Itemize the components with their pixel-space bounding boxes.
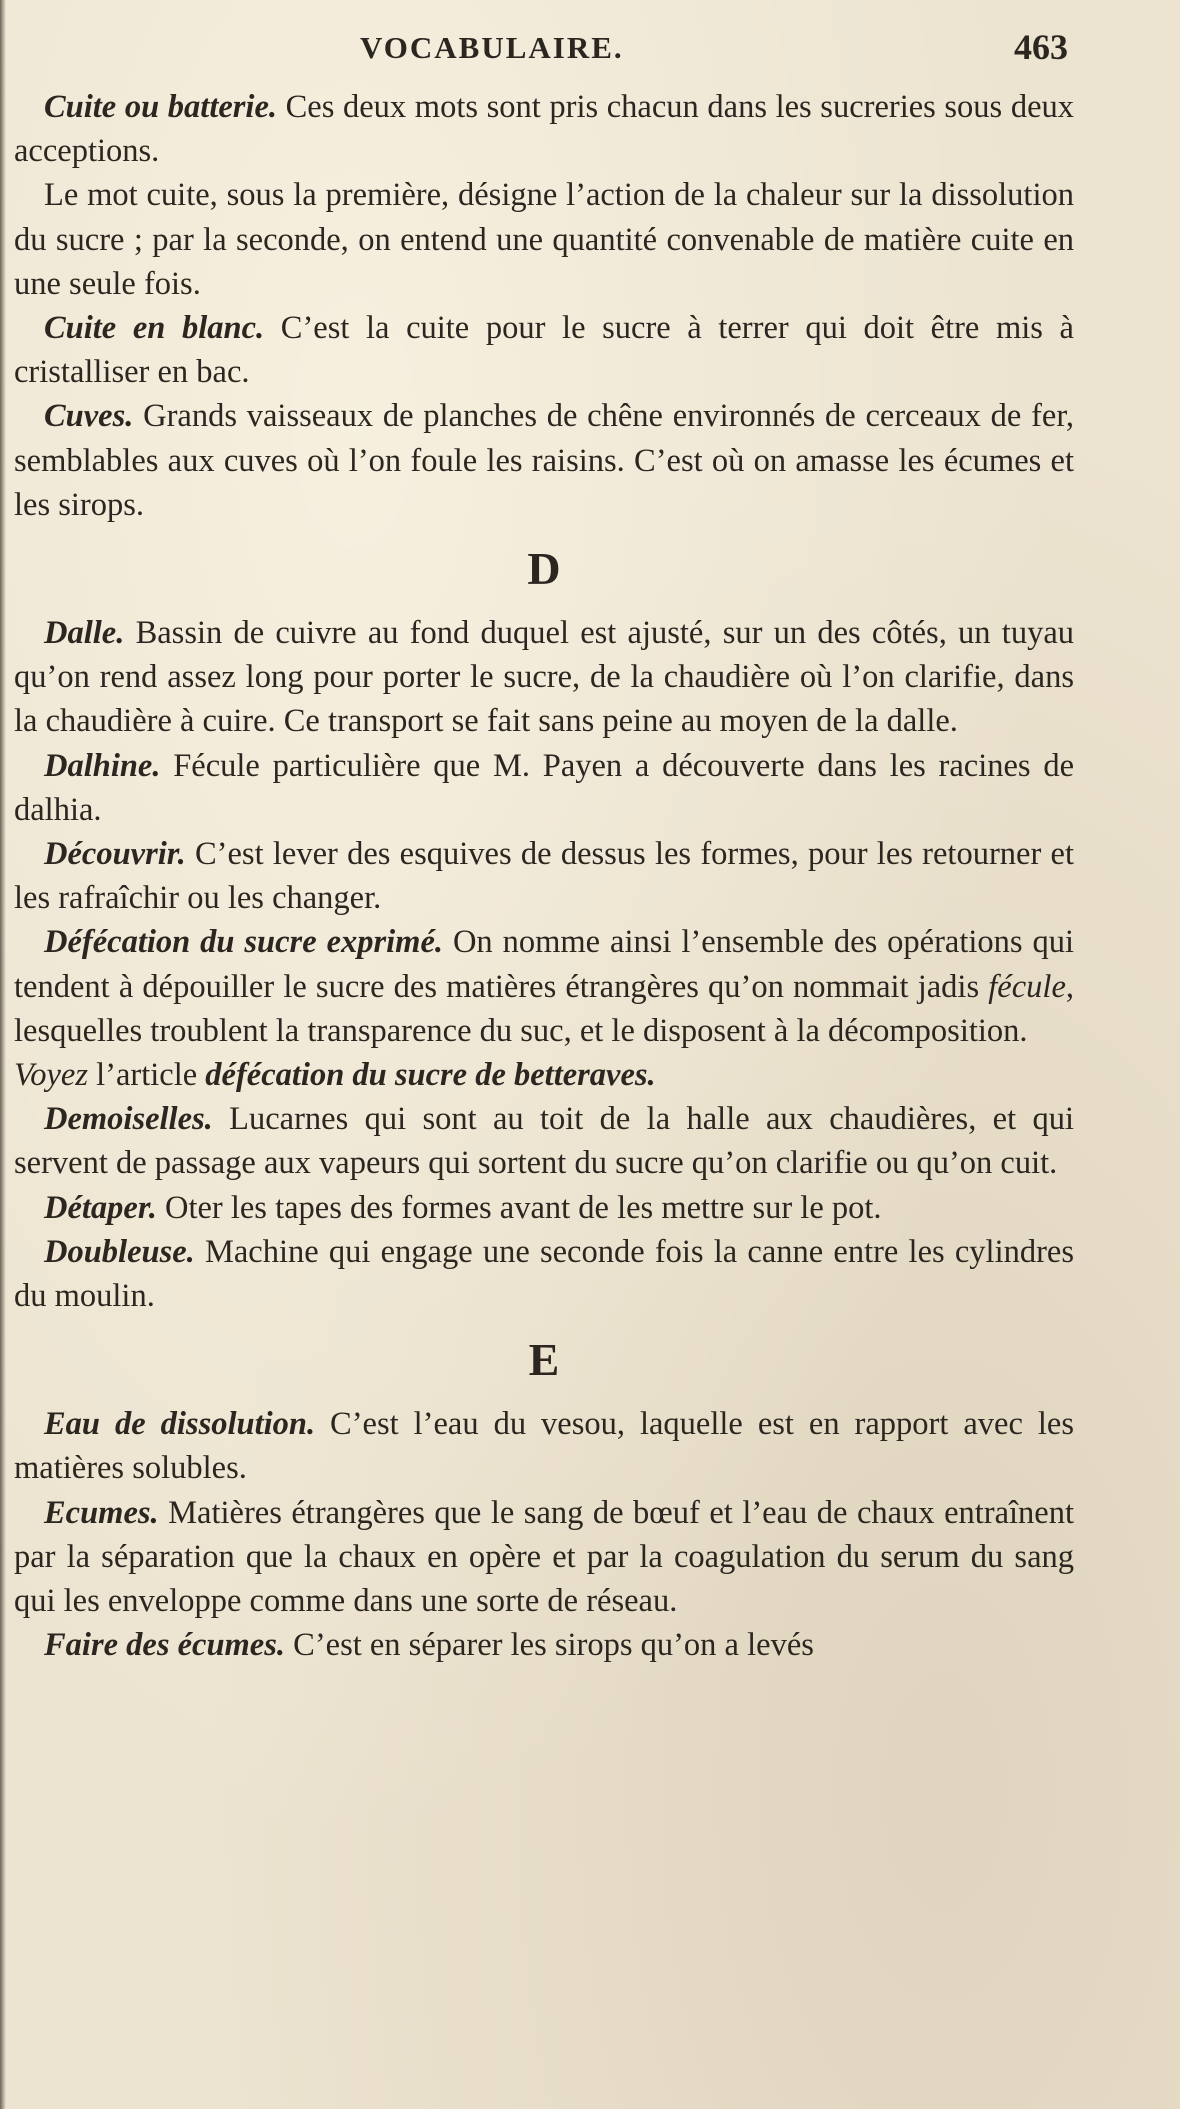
- entry-text: Machine qui engage une seconde fois la canne entre les cylindres du moulin.: [14, 1233, 1074, 1315]
- entry-detaper: [14, 1186, 1074, 1230]
- entry-term: Doubleuse.: [44, 1233, 195, 1270]
- see-label: Voyez: [14, 1057, 88, 1094]
- page-number: 463: [1014, 27, 1068, 67]
- entry-cuite-explanation: [14, 173, 1074, 306]
- entry-text: C’est lever des esquives de dessus les formes, pour les retourner et les rafraîchir ou les changer.: [14, 836, 1074, 917]
- entry-decouvrir: [14, 832, 1074, 920]
- entry-dalle: [14, 611, 1074, 744]
- entry-term: Défécation du sucre exprimé.: [44, 924, 444, 961]
- entry-text: Oter les tapes des formes avant de les mettre sur le pot.: [156, 1189, 882, 1226]
- entry-text: C’est l’eau du vesou, laquelle est en rapport avec les matières solubles.: [14, 1406, 1074, 1487]
- entry-term: Demoiselles.: [44, 1101, 213, 1138]
- entry-text: C’est la cuite pour le sucre à terrer qui doit être mis à cristalliser en bac.: [14, 310, 1074, 391]
- entry-eau-de-dissolution: [14, 1402, 1074, 1490]
- entry-term: Dalle.: [44, 615, 125, 652]
- entry-text: Ces deux mots sont pris chacun dans les sucreries sous deux acceptions.: [14, 89, 1074, 170]
- entry-text: Lucarnes qui sont au toit de la halle aux chaudières, et qui servent de passage aux vapeurs qui sortent du sucre qu’on clarifie ou qu’on cuit.: [14, 1101, 1074, 1182]
- entry-dalhine: [14, 744, 1074, 832]
- entry-demoiselles: [14, 1097, 1074, 1185]
- entry-term: Cuite ou batterie.: [44, 89, 278, 125]
- entry-text: Grands vaisseaux de planches de chêne environnés de cerceaux de fer, semblables aux cuves où l’on foule les raisins. C’est où on amasse les écumes et les sirops.: [14, 398, 1074, 523]
- section-heading-e: E: [528, 1334, 560, 1386]
- running-head: VOCABULAIRE.: [360, 30, 624, 65]
- entry-cuite-en-blanc: [14, 306, 1074, 394]
- entry-text: Fécule particulière que M. Payen a découverte dans les racines de dalhia.: [14, 747, 1074, 828]
- entry-text: , lesquelles troublent la transparence du suc, et le disposent à la décomposition.: [14, 968, 1074, 1049]
- section-heading-d: D: [527, 543, 561, 595]
- page-spine-shadow: [0, 0, 6, 2109]
- entry-term: Dalhine.: [44, 747, 161, 784]
- entry-ecumes: [14, 1491, 1074, 1624]
- entry-cuite-ou-batterie: [14, 85, 1074, 173]
- entry-faire-des-ecumes: [14, 1623, 1074, 1667]
- entry-term: Découvrir.: [44, 836, 186, 873]
- entry-text: Le mot cuite, sous la première, désigne l’action de la chaleur sur la dissolution du sucre ; par la seconde, on entend une quantité convenable de matière cuite en une seule fois.: [14, 177, 1074, 302]
- entry-cuves: [14, 394, 1074, 527]
- see-reference: défécation du sucre de betteraves.: [205, 1057, 656, 1094]
- entry-term: Cuite en blanc.: [44, 310, 265, 347]
- entry-term: Eau de dissolution.: [44, 1406, 316, 1443]
- see-plain: l’article: [88, 1057, 206, 1094]
- entry-defecation: [14, 920, 1074, 1097]
- entry-text: On nomme ainsi l’ensemble des opérations qui tendent à dépouiller le sucre des matières étrangères qu’on nommait jadis: [14, 924, 1075, 1005]
- entry-text: Matières étrangères que le sang de bœuf et l’eau de chaux entraînent par la séparation que la chaux en opère et par la coagulation du serum du sang qui les enveloppe comme dans une sorte de réseau.: [14, 1494, 1074, 1620]
- entry-text: C’est en séparer les sirops qu’on a levés: [285, 1627, 814, 1664]
- page-header: [0, 27, 1080, 80]
- entry-text: Bassin de cuivre au fond duquel est ajusté, sur un des côtés, un tuyau qu’on rend assez long pour porter le sucre, de la chaudière où l’on clarifie, dans la chaudière à cuire. Ce transport se fait sans peine au moyen de la dalle.: [14, 615, 1074, 740]
- page-body: [14, 85, 1074, 1668]
- entry-term: Faire des écumes.: [44, 1627, 286, 1664]
- entry-italic-word: fécule: [988, 968, 1066, 1005]
- entry-doubleuse: [14, 1230, 1074, 1318]
- entry-term: Cuves.: [44, 398, 134, 435]
- entry-term: Ecumes.: [44, 1494, 159, 1531]
- entry-term: Détaper.: [44, 1189, 157, 1226]
